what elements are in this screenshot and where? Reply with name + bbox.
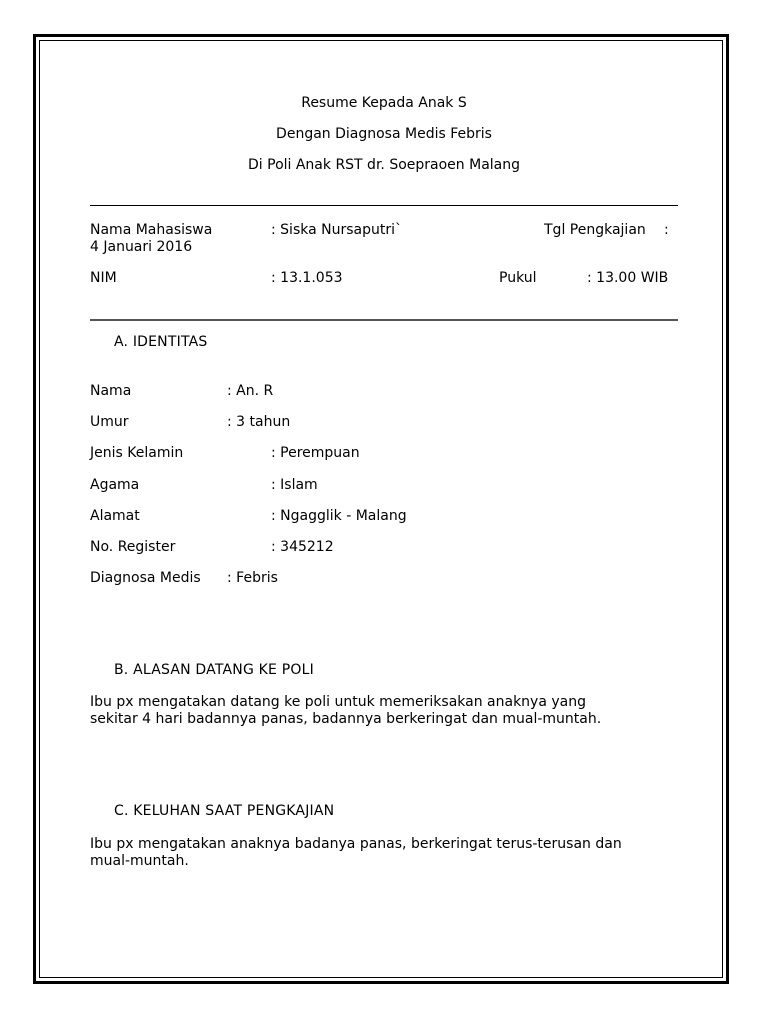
section-a-heading: A. IDENTITAS — [114, 334, 208, 350]
nim-label: NIM — [90, 270, 117, 286]
date-colon: : — [664, 222, 669, 238]
section-c-text-line-1: Ibu px mengatakan anaknya badanya panas, berkeringat terus-terusan dan — [90, 836, 622, 852]
field-value: : Perempuan — [271, 445, 360, 461]
title-line-1: Resume Kepada Anak S — [301, 95, 467, 111]
section-b-heading: B. ALASAN DATANG KE POLI — [114, 662, 314, 678]
field-value: : Islam — [271, 477, 318, 493]
field-value: : 3 tahun — [227, 414, 291, 430]
field-label: Jenis Kelamin — [90, 445, 184, 461]
field-value: : An. R — [227, 383, 274, 399]
divider-identity — [90, 319, 678, 321]
section-c-heading: C. KELUHAN SAAT PENGKAJIAN — [114, 803, 335, 819]
student-name-label: Nama Mahasiswa — [90, 222, 213, 238]
student-name-value: : Siska Nursaputri` — [271, 222, 402, 238]
nim-value: : 13.1.053 — [271, 270, 343, 286]
date-label: Tgl Pengkajian — [544, 222, 646, 238]
field-label: No. Register — [90, 539, 176, 555]
title-line-2: Dengan Diagnosa Medis Febris — [276, 126, 492, 142]
field-value: : 345212 — [271, 539, 334, 555]
field-label: Diagnosa Medis — [90, 570, 201, 586]
divider-top — [90, 205, 678, 206]
field-value: : Ngagglik - Malang — [271, 508, 407, 524]
title-line-3: Di Poli Anak RST dr. Soepraoen Malang — [248, 157, 520, 173]
section-b-text-line-1: Ibu px mengatakan datang ke poli untuk memeriksakan anaknya yang — [90, 694, 586, 710]
field-label: Nama — [90, 383, 132, 399]
field-label: Agama — [90, 477, 140, 493]
date-value: 4 Januari 2016 — [90, 239, 193, 255]
section-c-text-line-2: mual-muntah. — [90, 853, 189, 869]
field-label: Alamat — [90, 508, 140, 524]
field-label: Umur — [90, 414, 129, 430]
time-value: : 13.00 WIB — [587, 270, 669, 286]
section-b-text-line-2: sekitar 4 hari badannya panas, badannya berkeringat dan mual-muntah. — [90, 711, 602, 727]
time-label: Pukul — [499, 270, 537, 286]
field-value: : Febris — [227, 570, 278, 586]
